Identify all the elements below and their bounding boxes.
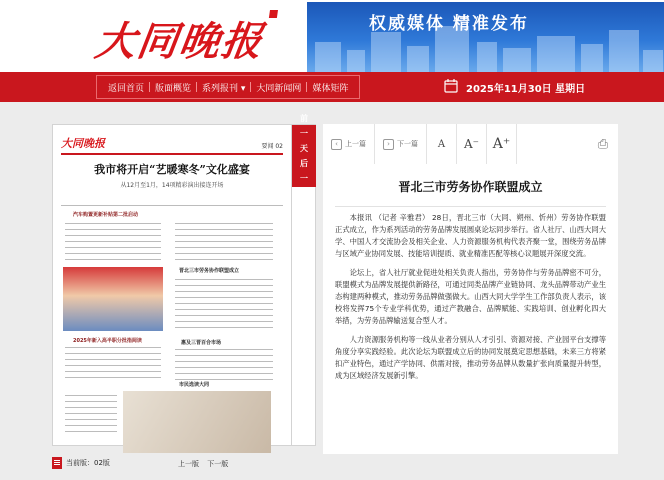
page-navigation [178,459,234,469]
nav-home[interactable]: 返回首页 [108,83,145,94]
article-paragraph: 本报讯 （记者 辛雅君） 28日，晋北三市（大同、朔州、忻州）劳务协作联盟正式成立，作为系列活动的劳务品牌发展圆桌论坛同步举行。省人社厅、山西大同大学、中国人才交流协会及相关企业、人力资源服务机构代表齐聚一堂，围绕劳务品牌与区域产业协同发展、技能培训提质、就业精准匹配等核心议题展开深度交流。 [335,213,606,258]
day-switch-tag[interactable]: 前 一 天 后 一 天 [292,125,316,187]
article-paragraph: 论坛上，省人社厅就业促进处相关负责人指出，劳务协作与劳务品牌密不可分，联盟模式为品牌发展提供新路径，可通过同类品牌产业链协同、龙头品牌带动产业生态构建两种模式，推动劳务品牌做强做大。山西大同大学学生工作部负责人表示，该校将发挥75个专业学科优势，通过产教融合、品牌赋能、实践培训、创业孵化四大举措，为劳务品牌输送复合型人才。 [335,268,606,325]
nav-media-matrix[interactable]: 媒体矩阵 [312,83,349,94]
newspaper-column-head[interactable]: 惠及三晋百合市场 [181,340,222,346]
font-increase-button[interactable]: A⁺ [487,124,517,164]
nav-series[interactable]: 系列报刊 ▾ [202,83,246,94]
nav-menu [96,75,360,99]
main-nav [0,72,664,102]
current-date: 2025年11月30日 星期日 [466,84,586,95]
current-page-indicator [52,457,110,469]
newspaper-column-head[interactable]: 2025年新入高半职分批指阅读 [73,338,142,344]
print-icon[interactable]: ⎙ [597,136,609,152]
newspaper-photo [63,267,163,331]
prev-page-link[interactable]: 上一版 [178,460,199,468]
newspaper-photo [123,391,271,453]
arrow-left-icon: ‹ [331,139,342,150]
newspaper-subhead: 从12月至1月，14项精彩演出接连开场 [120,182,224,189]
newspaper-page-label: 要闻 02 [261,143,283,150]
newspaper-column-head[interactable]: 市民选读大同 [179,382,210,388]
current-page-label: 当前版：02版 [66,459,110,467]
article-paragraph: 人力资源服务机构等一线从业者分别从人才引引、资源对接、产业园平台支撑等角度分享实践经验。此次论坛为联盟成立后的协同发展奠定思想基础，未来三方将紧扣产业特色，通过产学协同、供需对接，推动劳务品牌从数量扩张向质量提升转型，成为区域经济发展新引擎。 [335,335,606,380]
newspaper-masthead [61,135,283,155]
newspaper-page-thumbnail[interactable] [52,124,292,446]
calendar-icon [444,78,458,93]
newspaper-column-head[interactable]: 汽车购置更新补贴第二批启动 [73,212,139,218]
page-icon [52,457,62,469]
next-page-link[interactable]: 下一版 [207,460,229,468]
article-body [335,212,606,389]
banner-slogan: 权威媒体 精准发布 [369,14,529,34]
article-panel [323,124,618,454]
font-decrease-button[interactable]: A⁻ [457,124,487,164]
newspaper-headline[interactable]: 我市将开启“艺暖寒冬”文化盛宴 [94,163,250,176]
article-title: 晋北三市劳务协作联盟成立 [398,180,543,194]
day-switch-panel [292,114,316,446]
article-divider [335,206,606,207]
header-banner [307,2,664,72]
newspaper-column-head[interactable]: 晋北三市劳务协作联盟成立 [179,268,240,274]
site-header [0,0,664,72]
nav-overview[interactable]: 版面概览 [155,83,192,94]
article-toolbar [323,124,618,164]
site-logo[interactable]: 大同晚报 [92,10,278,67]
next-article-button[interactable]: › 下一篇 [375,124,427,164]
prev-article-button[interactable]: ‹ 上一篇 [323,124,375,164]
font-reset-button[interactable]: A [427,124,457,164]
arrow-right-icon: › [383,139,394,150]
newspaper-logo: 大同晚报 [61,137,105,150]
nav-news-site[interactable]: 大同新闻网 [256,83,302,94]
